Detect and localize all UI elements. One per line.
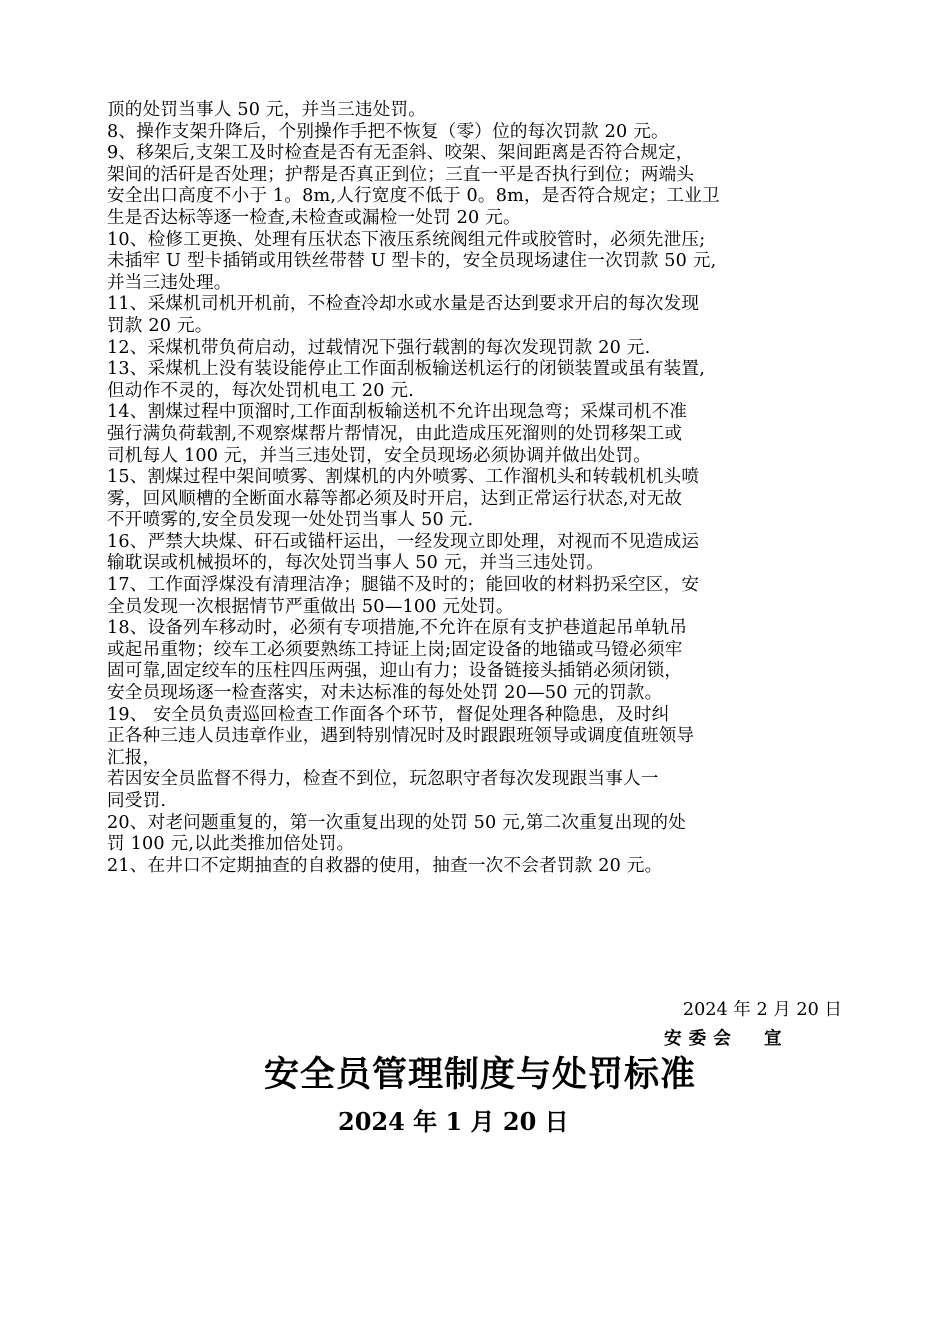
body-line: 正各种三违人员违章作业，遇到特别情况时及时跟跟班领导或调度值班领导 [107, 726, 695, 747]
body-line: 架间的活矸是否处理；护帮是否真正到位；三直一平是否执行到位；两端头 [107, 164, 695, 185]
body-line: 未插牢 U 型卡插销或用铁丝带替 U 型卡的，安全员现场逮住一次罚款 50 元, [107, 251, 717, 272]
document-title: 安全员管理制度与处罚标准 [263, 1055, 696, 1095]
regulation-body [107, 100, 852, 877]
sign-date: 2024 年 2 月 20 日 [682, 1000, 842, 1020]
body-line: 若因安全员监督不得力，检查不到位，玩忽职守者每次发现跟当事人一 [107, 769, 659, 790]
body-line: 并当三违处理。 [107, 272, 232, 293]
body-line: 14、割煤过程中顶溜时,工作面刮板输送机不允许出现急弯；采煤司机不准 [107, 402, 688, 423]
body-line: 11、采煤机司机开机前，不检查冷却水或水量是否达到要求开启的每次发现 [107, 294, 700, 315]
body-line: 17、工作面浮煤没有清理洁净；腿锚不及时的；能回收的材料扔采空区，安 [107, 575, 700, 596]
body-line: 罚 100 元,以此类推加倍处罚。 [107, 834, 355, 855]
body-line: 强行满负荷载割,不观察煤帮片帮情况，由此造成压死溜则的处罚移架工或 [107, 423, 683, 444]
body-line: 全员发现一次根据情节严重做出 50—100 元处罚。 [107, 596, 514, 617]
body-line: 8、操作支架升降后，个别操作手把不恢复（零）位的每次罚款 20 元。 [107, 121, 669, 142]
body-line: 20、对老问题重复的，第一次重复出现的处罚 50 元,第二次重复出现的处 [107, 812, 686, 833]
body-line: 罚款 20 元。 [107, 315, 213, 336]
body-line: 13、采煤机上没有装设能停止工作面刮板输送机运行的闭锁装置或虽有装置, [107, 359, 705, 380]
body-line: 15、割煤过程中架间喷雾、割煤机的内外喷雾、工作溜机头和转载机机头喷 [107, 467, 700, 488]
body-line: 18、设备列车移动时，必须有专项措施,不允许在原有支护巷道起吊单轨吊 [107, 618, 688, 639]
body-line: 雾，回风顺槽的全断面水幕等都必须及时开启，达到正常运行状态,对无故 [107, 488, 683, 509]
body-line: 不开喷雾的,安全员发现一处处罚当事人 50 元. [107, 510, 474, 531]
body-line: 9、移架后,支架工及时检查是否有无歪斜、咬架、架间距离是否符合规定， [107, 143, 694, 164]
body-line: 19、 安全员负责巡回检查工作面各个环节，督促处理各种隐患，及时纠 [107, 704, 670, 725]
body-line: 顶的处罚当事人 50 元，并当三违处罚。 [107, 100, 427, 120]
body-line: 16、严禁大块煤、矸石或锚杆运出，一经发现立即处理，对视而不见造成运 [107, 531, 700, 552]
issuer-signature: 安委会 宣 [664, 1029, 789, 1049]
body-line: 或起吊重物；绞车工必须要熟练工持证上岗;固定设备的地锚或马镫必须牢 [107, 639, 683, 660]
body-line: 安全出口高度不小于 1。8m,人行宽度不低于 0。8m，是否符合规定；工业卫 [107, 186, 720, 207]
body-line: 汇报， [107, 747, 161, 768]
body-line: 安全员现场逐一检查落实，对未达标准的每处处罚 20—50 元的罚款。 [107, 683, 663, 704]
body-line: 21、在井口不定期抽查的自救器的使用，抽查一次不会者罚款 20 元。 [107, 855, 663, 876]
body-line: 生是否达标等逐一检查,未检查或漏检一处罚 20 元。 [107, 207, 521, 228]
body-line: 同受罚. [107, 791, 167, 811]
document-date: 2024 年 1 月 20 日 [338, 1107, 569, 1136]
body-line: 司机每人 100 元，并当三违处罚，安全员现场必须协调并做出处罚。 [107, 445, 651, 466]
body-line: 但动作不灵的，每次处罚机电工 20 元. [107, 380, 415, 401]
body-line: 输耽误或机械损坏的，每次处罚当事人 50 元，并当三违处罚。 [107, 553, 605, 574]
body-line: 12、采煤机带负荷启动，过载情况下强行载割的每次发现罚款 20 元. [107, 337, 651, 358]
body-line: 10、检修工更换、处理有压状态下液压系统阀组元件或胶管时，必须先泄压; [107, 229, 706, 250]
body-line: 固可靠,固定绞车的压柱四压两强，迎山有力；设备链接头插销必须闭锁， [107, 661, 683, 682]
